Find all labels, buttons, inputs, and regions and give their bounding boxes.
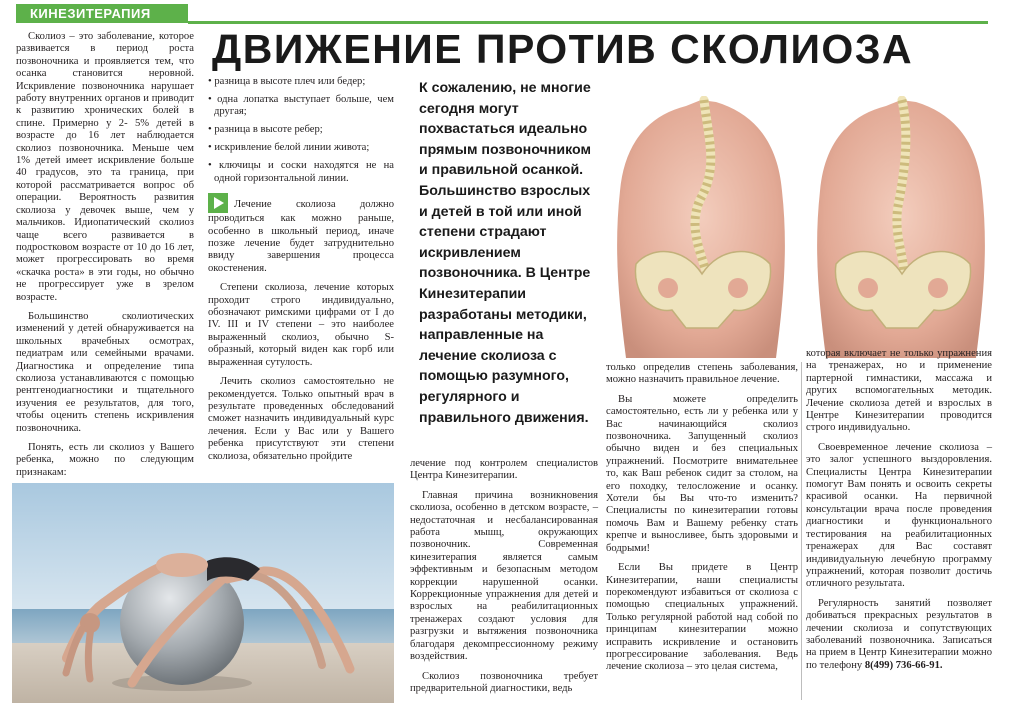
main-cause-paragraph: Главная причина возникновения сколиоза, особенно в детском возрасте, – недостаточная и несбалансированная работа мышц, окружающих позвоночник. Современная кинезитерапия является самым эффективным и безопасным методом коррекции нарушенной осанки. Коррекционные упражнения для детей и взрослых на реабилитационных тренажерах создают условия для разгрузки и вытяжения позвоночника благодаря декомпрессионному режиму воздействия. xyxy=(410,489,598,663)
article-column-5 xyxy=(806,348,992,679)
exercise-ball-photo xyxy=(12,483,394,703)
list-item: • разница в высоте ребер; xyxy=(208,124,323,136)
early-treatment-paragraph: Лечение сколиоза должно проводиться как можно раньше, особенно в школьный период, иначе позже лечение будет затруднительно ввиду завершения процесса окостенения. xyxy=(208,193,394,275)
article-column-1 xyxy=(16,31,194,486)
signs-intro-paragraph: Понять, есть ли сколиоз у Вашего ребенка, можно по следующим признакам: xyxy=(16,442,194,478)
article-column-2 xyxy=(208,76,394,470)
self-check-paragraph: Вы можете определить самостоятельно, есть ли у ребенка или у Вас начинающийся сколиоз позвоночника. Запущенный сколиоз обычно виден и без специальных упражнений. Посмотрите внимательнее то, как Ваш ребенок сидит за столом, на его походку, телосложение и осанку. Хотели бы Вы что-то изменить? Специалисты по кинезитерапии готовы помочь Вам и Вашему ребенку стать крепче и выносливее, быть здоровыми и бодрыми! xyxy=(606,393,798,554)
continuation-paragraph: только определив степень заболевания, можно назначить правильное лечение. xyxy=(606,362,798,386)
list-item: • искривление белой линии живота; xyxy=(208,142,370,154)
list-item: • одна лопатка выступает больше, чем другая; xyxy=(208,94,394,118)
list-item: • разница в высоте плеч или бедер; xyxy=(208,76,366,87)
signs-list xyxy=(208,76,394,185)
scoliosis-spine-illustration xyxy=(606,96,996,358)
continuation-paragraph: которая включает не только упражнения на тренажерах, но и применение партерной гимнастики, массажа и других вспомогательных методик. Лечение сколиоза детей и взрослых в Центре Кинезитерапии проводится строго индивидуально. xyxy=(806,348,992,434)
diagnostics-paragraph: Сколиоз позвоночника требует предварительной диагностики, ведь xyxy=(410,670,598,694)
torso-curved-spine xyxy=(617,100,785,358)
lead-paragraph: К сожалению, не многие сегодня могут похвастаться идеально прямым позвоночником и правильной осанкой. Большинство взрослых и детей в той или иной степени страдают искривлением позвоночника. В Центре Кинезитерапии разработаны методики, направленные на лечение сколиоза с помощью разумного, регулярного и правильного движения. xyxy=(419,80,591,426)
column-divider xyxy=(801,362,802,700)
timely-treatment-paragraph: Своевременное лечение сколиоза – это залог успешного выздоровления. Специалисты Центра Кинезитерапии помогут Вам понять и освоить секреты красивой осанки. На первичной консультации врача после проведения диагностики и функционального тестирования на реабилитационных тренажерах для Вас составят индивидуальную лечебную программу упражнений, которая позволит достичь отличного результата. xyxy=(806,441,992,590)
phone-number[interactable]: 8(499) 736-66-91. xyxy=(864,659,943,671)
diagnosis-paragraph: Большинство сколиотических изменений у детей обнаруживается на школьных врачебных осмотрах, педиатрам или семейными врачами. Диагностика и определение типа сколиоза устанавливаются с помощью рентгенодиагностики и тщательного изучения ее результатов, для того, чтобы оценить степень искривления позвоночника. xyxy=(16,310,194,434)
torso-straight-spine xyxy=(817,100,985,358)
contact-paragraph: Регулярность занятий позволяет добиваться прекрасных результатов в лечении сколиоза и сопутствующих заболеваний позвоночника. Записаться на прием в Центр Кинезитерапии можно по телефону 8(499) 736-66-91. xyxy=(806,597,992,671)
rubric-label: КИНЕЗИТЕРАПИЯ xyxy=(30,6,151,21)
list-item: • ключицы и соски находятся не на одной горизонтальной линии. xyxy=(208,160,394,184)
self-treatment-paragraph: Лечить сколиоз самостоятельно не рекомендуется. Только опытный врач в результате проведенных обследований сможет назначить индивидуальный курс лечения. Если у Вас или у Вашего ребенка присутствуют эти степени сколиоза, обязательно пройдите xyxy=(208,376,394,462)
article-column-3 xyxy=(410,458,598,702)
green-play-marker-icon xyxy=(208,193,228,213)
page-headline: ДВИЖЕНИЕ ПРОТИВ СКОЛИОЗА xyxy=(212,26,914,72)
continuation-paragraph: лечение под контролем специалистов Центра Кинезитерапии. xyxy=(410,458,598,482)
intro-paragraph: Сколиоз – это заболевание, которое развивается в период роста позвоночника и проявляется тем, что осанка становится неровной. Искривление позвоночника нарушает работу внутренних органов и приводит к развитию хронических болей в спине. Примерно у 2- 5% детей в возрасте до 16 лет наблюдается сколиоз позвоночника. Меньше чем 1% детей имеет искривление больше 40 градусов, это та граница, при которой рассматривается вопрос об операции. Вероятность развития сколиоза у девочек выше, чем у мальчиков. Идиопатический сколиоз чаще всего развивается в подростковом возрасте от 10 до 16 лет, может прогрессировать во время «скачка роста» в эти годы, но обычно не прогрессирует уже в зрелом возрасте. xyxy=(16,31,194,303)
center-visit-paragraph: Если Вы придете в Центр Кинезитерапии, наши специалисты порекомендуют избавиться от сколиоза с помощью специальных упражнений. Только регулярной работой над собой по принципам кинезитерапии можно исправить искривление и остановить прогрессирование заболевания. Ведь лечение сколиоза – это целая система, xyxy=(606,562,798,673)
article-column-4 xyxy=(606,362,798,681)
degrees-paragraph: Степени сколиоза, лечение которых проходит строго индивидуально, обозначают римскими цифрами от I до IV. III и IV степени – это наиболее выраженный сколиоз, обычно S-образный, который виден как горб или выраженная сутулость. xyxy=(208,282,394,368)
